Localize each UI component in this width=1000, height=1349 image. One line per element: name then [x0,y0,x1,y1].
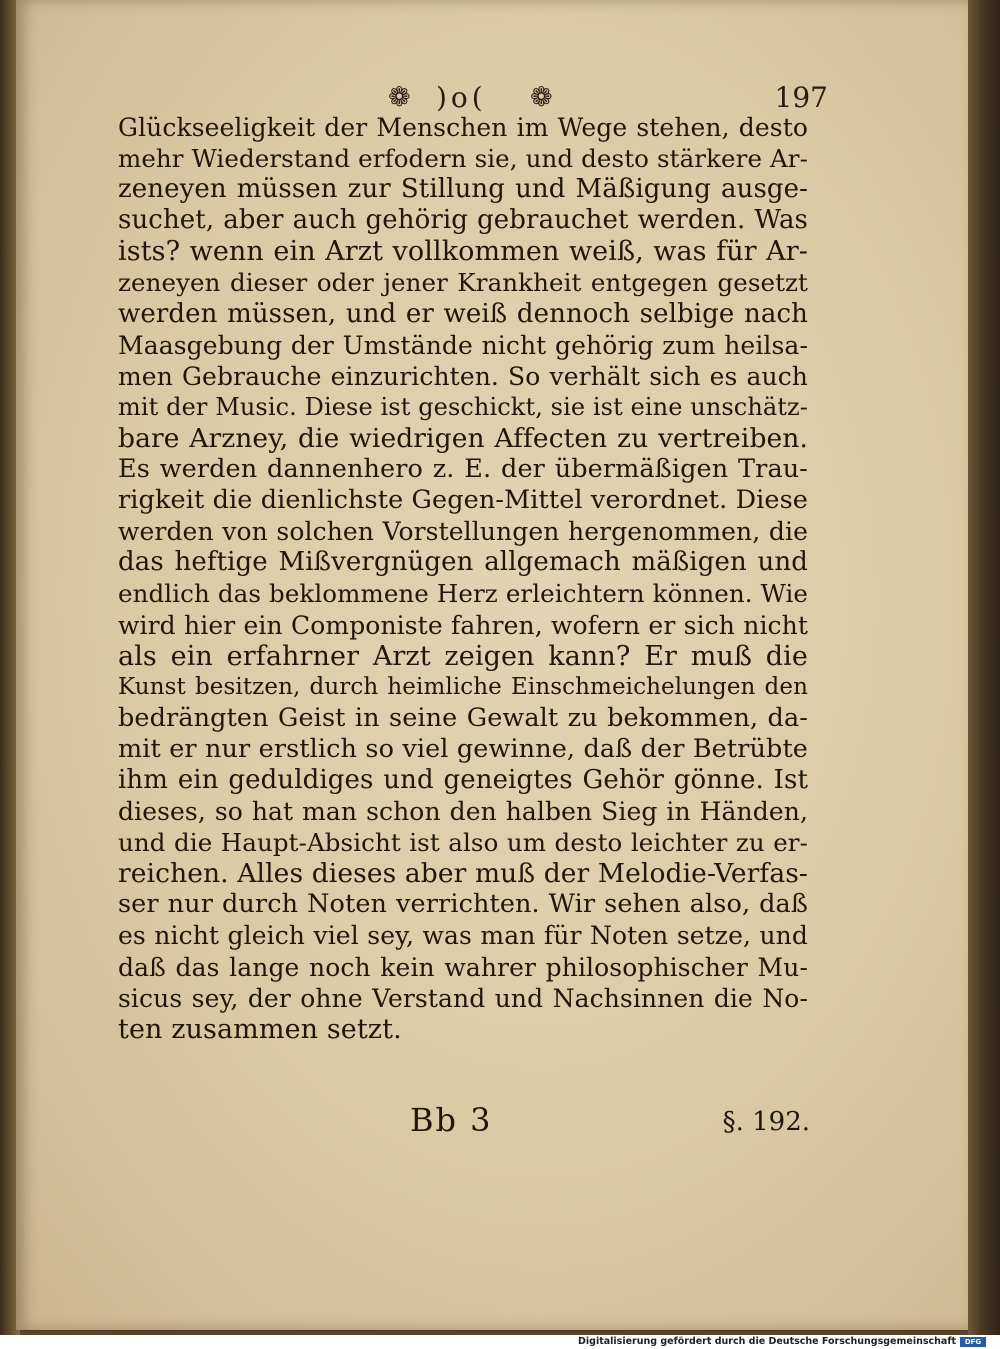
text-line: zeneyen müssen zur Stillung und Mäßigung ausge- [118,174,808,205]
text-line: Es werden dannenhero z. E. der übermäßigen Trau- [118,454,808,485]
body-text [118,112,808,1045]
text-line: als ein erfahrner Arzt zeigen kann? Er muß die [118,640,808,672]
text-line: ten zusammen setzt. [118,1013,402,1045]
header-ornament: )o( [436,81,487,114]
text-line: ists? wenn ein Arzt vollkommen weiß, was für Ar- [118,236,808,268]
text-line: wird hier ein Componiste fahren, wofern er sich nicht [118,610,808,640]
text-line: men Gebrauche einzurichten. So verhält sich es auch [118,361,808,391]
text-line: dieses, so hat man schon den halben Sieg in Händen, [118,797,808,827]
signature-mark: Bb 3 [410,1101,493,1139]
text-line: werden müssen, und er weiß dennoch selbige nach [118,298,808,329]
text-line: rigkeit die dienlichste Gegen-Mittel verordnet. Diese [118,485,808,516]
text-line: reichen. Alles dieses aber muß der Melodie-Verfas- [118,858,808,890]
text-line: Maasgebung der Umstände nicht gehörig zum heilsa- [118,330,808,360]
text-line: es nicht gleich viel sey, was man für Noten setze, und [118,921,808,951]
text-line: mit der Music. Diese ist geschickt, sie ist eine unschätz- [118,392,808,421]
text-line: sicus sey, der ohne Verstand und Nachsinnen die No- [118,983,808,1013]
text-line: mehr Wiederstand erfodern sie, und desto stärkere Ar- [118,144,808,174]
page-footer [410,1100,810,1146]
catchword: §. 192. [722,1107,810,1137]
text-line: und die Haupt-Absicht ist also um desto leichter zu er- [118,828,808,858]
page-stack-edge [968,0,1000,1335]
text-line: werden von solchen Vorstellungen hergenommen, die [118,517,808,547]
text-line: ihm ein geduldiges und geneigtes Gehör gönne. Ist [118,764,808,795]
text-line: das heftige Mißvergnügen allgemach mäßigen und [118,547,808,578]
flower-ornament-icon: ❁ [388,82,411,113]
text-line: endlich das beklommene Herz erleichtern können. Wie [118,579,808,609]
attribution-bar [0,1335,1000,1349]
text-line: daß das lange noch kein wahrer philosophischer Mu- [118,952,808,982]
text-line: ser nur durch Noten verrichten. Wir sehen also, daß [118,889,808,920]
text-line: mit er nur erstlich so viel gewinne, daß der Betrübte [118,733,808,764]
text-line: Kunst besitzen, durch heimliche Einschmeichelungen den [118,673,808,700]
page-number: 197 [774,81,828,114]
text-line: bare Arzney, die wiedrigen Affecten zu vertreiben. [118,422,808,454]
dfg-logo-icon: DFG [960,1337,986,1347]
text-line: bedrängten Geist in seine Gewalt zu bekommen, da- [118,702,808,733]
text-line: zeneyen dieser oder jener Krankheit entgegen gesetzt [118,268,808,298]
text-line: suchet, aber auch gehörig gebrauchet werden. Was [118,205,808,236]
attribution-text: Digitalisierung gefördert durch die Deutsche Forschungsgemeinschaft [578,1336,956,1347]
text-line: Glückseeligkeit der Menschen im Wege stehen, desto [118,113,808,142]
flower-ornament-icon: ❁ [530,82,553,113]
